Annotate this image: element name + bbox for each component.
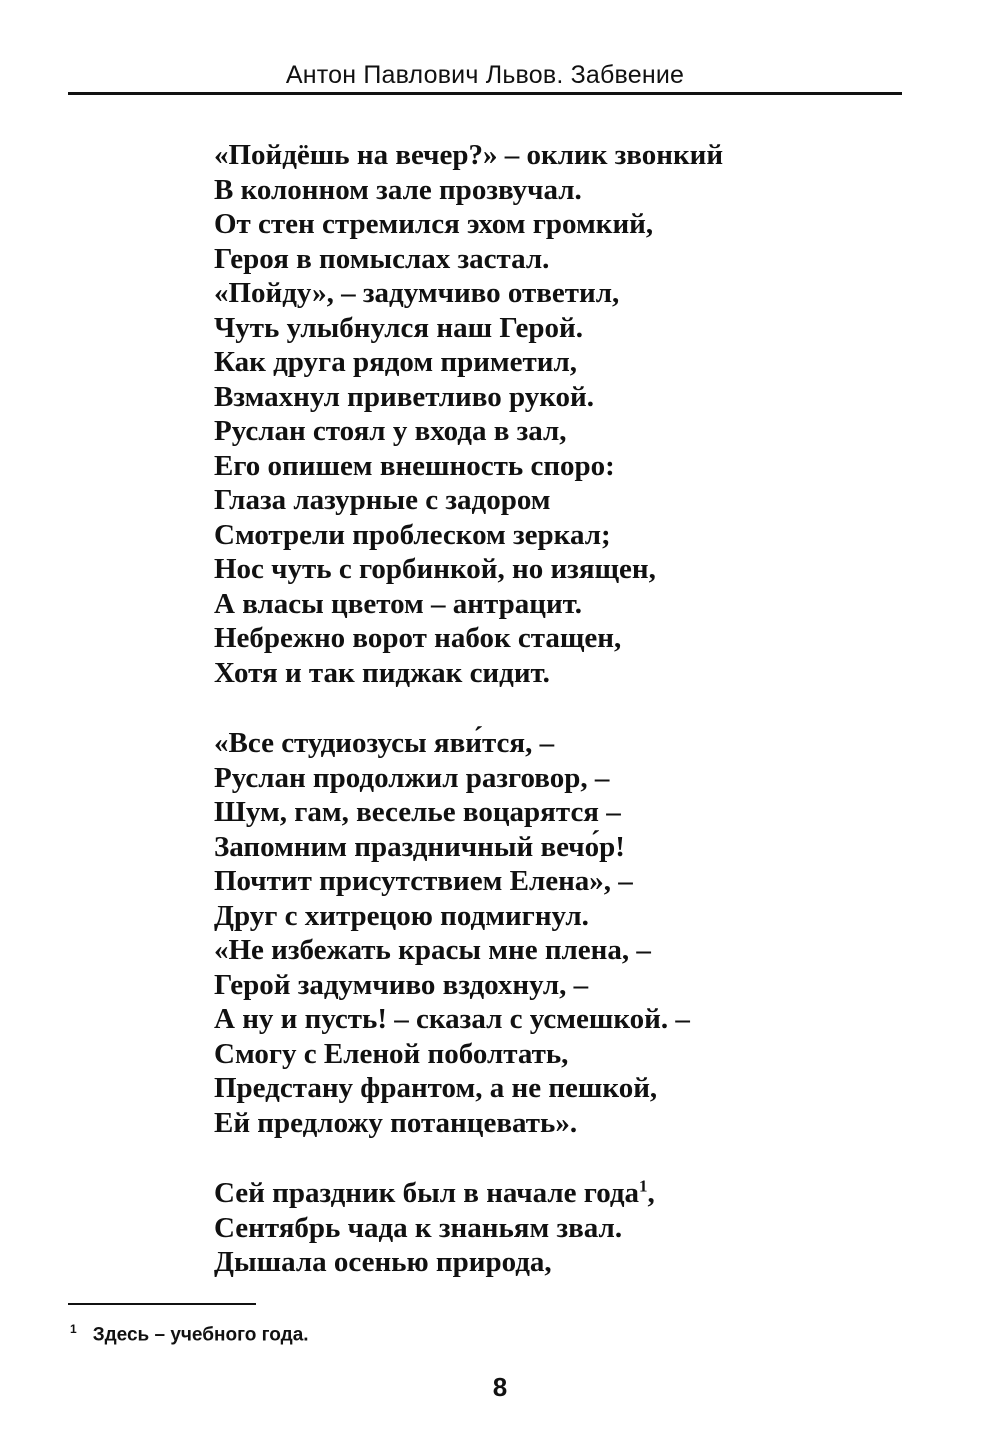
- running-header: [68, 58, 902, 95]
- verse-line: Друг с хитрецою подмигнул.: [214, 899, 589, 932]
- verse-line: Взмахнул приветливо рукой.: [214, 380, 594, 413]
- verse-line: А власы цветом – антрацит.: [214, 587, 582, 620]
- verse-line: Руслан продолжил разговор, –: [214, 761, 610, 794]
- verse-line: Шум, гам, веселье воцарятся –: [214, 796, 621, 828]
- verse-line: Глаза лазурные с задором: [214, 484, 551, 516]
- footnote: [70, 1316, 309, 1348]
- verse-line: Героя в помыслах застал.: [214, 242, 550, 275]
- poem-body: [214, 138, 914, 1280]
- verse-line: «Не избежать красы мне плена, –: [214, 934, 651, 966]
- verse-line: Его опишем внешность споро:: [214, 449, 615, 482]
- header-title: Антон Павлович Львов. Забвение: [285, 61, 685, 89]
- footnote-mark: 1: [70, 1322, 77, 1336]
- stanza-1: [214, 138, 914, 690]
- footnote-divider: [68, 1303, 256, 1305]
- verse-line: «Все студиозусы яви́тся, –: [214, 727, 555, 759]
- stanza-2: [214, 726, 914, 1140]
- verse-line: Ей предложу потанцевать».: [214, 1106, 578, 1139]
- verse-line: Почтит присутствием Елена», –: [214, 865, 633, 897]
- verse-line: Смогу с Еленой поболтать,: [214, 1037, 569, 1070]
- verse-line: «Пойдёшь на вечер?» – оклик звонкий: [214, 139, 724, 171]
- page-number: 8: [492, 1372, 508, 1402]
- verse-line: Руслан стоял у входа в зал,: [214, 415, 567, 447]
- verse-line: Хотя и так пиджак сидит.: [214, 656, 550, 689]
- verse-line: Сей праздник был в начале года$^1$,: [214, 1176, 655, 1209]
- verse-text: Сей праздник был в начале года: [214, 1177, 640, 1209]
- verse-line: Нос чуть с горбинкой, но изящен,: [214, 553, 656, 585]
- footnote-text: Здесь – учебного года.: [92, 1324, 309, 1346]
- verse-line: Запомним праздничный вечо́р!: [214, 830, 625, 863]
- verse-line: Дышала осенью природа,: [214, 1246, 552, 1278]
- verse-line: Небрежно ворот набок стащен,: [214, 622, 622, 654]
- verse-line: Сентябрь чада к знаньям звал.: [214, 1211, 623, 1244]
- verse-line: Как друга рядом приметил,: [214, 346, 578, 378]
- verse-line: Герой задумчиво вздохнул, –: [214, 968, 589, 1001]
- verse-line: Чуть улыбнулся наш Герой.: [214, 311, 584, 344]
- verse-line: В колонном зале прозвучал.: [214, 173, 582, 206]
- verse-line: «Пойду», – задумчиво ответил,: [214, 277, 620, 309]
- verse-line: А ну и пусть! – сказал с усмешкой. –: [214, 1003, 690, 1035]
- stanza-3: [214, 1176, 914, 1280]
- verse-line: Смотрели проблеском зеркал;: [214, 518, 611, 551]
- verse-line: Предстану франтом, а не пешкой,: [214, 1072, 658, 1104]
- footnote-reference[interactable]: 1: [639, 1176, 648, 1196]
- verse-line: От стен стремился эхом громкий,: [214, 208, 654, 240]
